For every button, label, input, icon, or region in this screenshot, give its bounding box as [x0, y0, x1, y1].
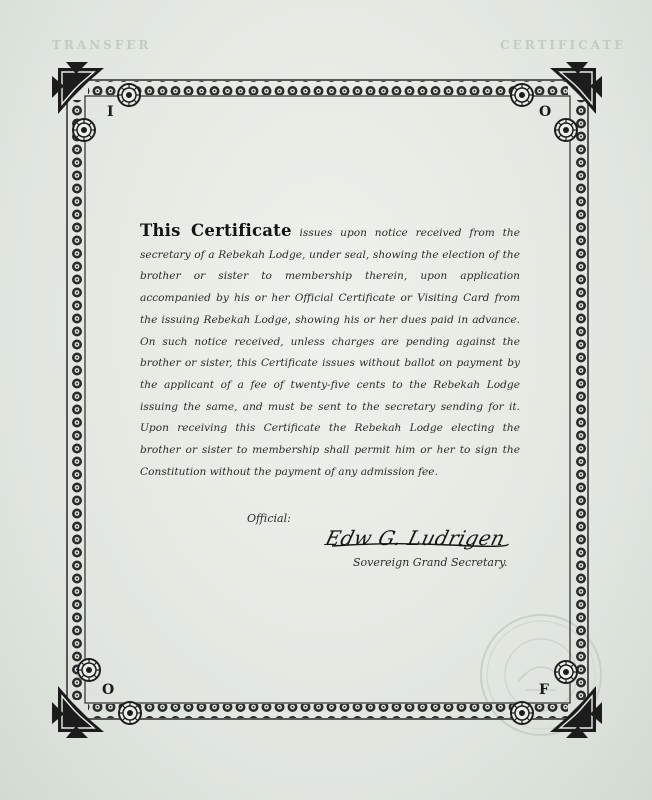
corner-letter-bottom-left: O	[102, 682, 115, 698]
corner-letter-top-right: O	[539, 104, 552, 120]
certificate-body	[140, 220, 520, 483]
show-through-left: TRANSFER	[52, 38, 152, 52]
secretary-signature: Edw G. Ludrigen	[323, 526, 508, 550]
corner-letter-top-left: I	[107, 104, 114, 120]
signature-underline	[330, 540, 510, 552]
certificate-lead-title: This Certificate	[140, 221, 292, 240]
certificate-body-text: issues upon notice received from the secretary of a Rebekah Lodge, under seal, showing the election of the brother or sister to membership therein, upon application accompanied by his or her Official Certificate or Visiting Card from the issuing Rebekah Lodge, showing his or her dues paid in advance. On such notice received, unless charges are pending against the brother or sister, this Certificate issues without ballot on payment by the applicant of a fee of twenty-five cents to the Rebekah Lodge issuing the same, and must be sent to the secretary sending for it. Upon receiving this Certificate the Rebekah Lodge electing the brother or sister to membership shall permit him or her to sign the Constitution without the payment of any admission fee.	[140, 227, 520, 478]
corner-letter-bottom-right: F	[539, 682, 549, 698]
show-through-right: CERTIFICATE	[500, 38, 627, 52]
signatory-title: Sovereign Grand Secretary.	[353, 556, 508, 569]
official-label: Official:	[247, 512, 291, 525]
